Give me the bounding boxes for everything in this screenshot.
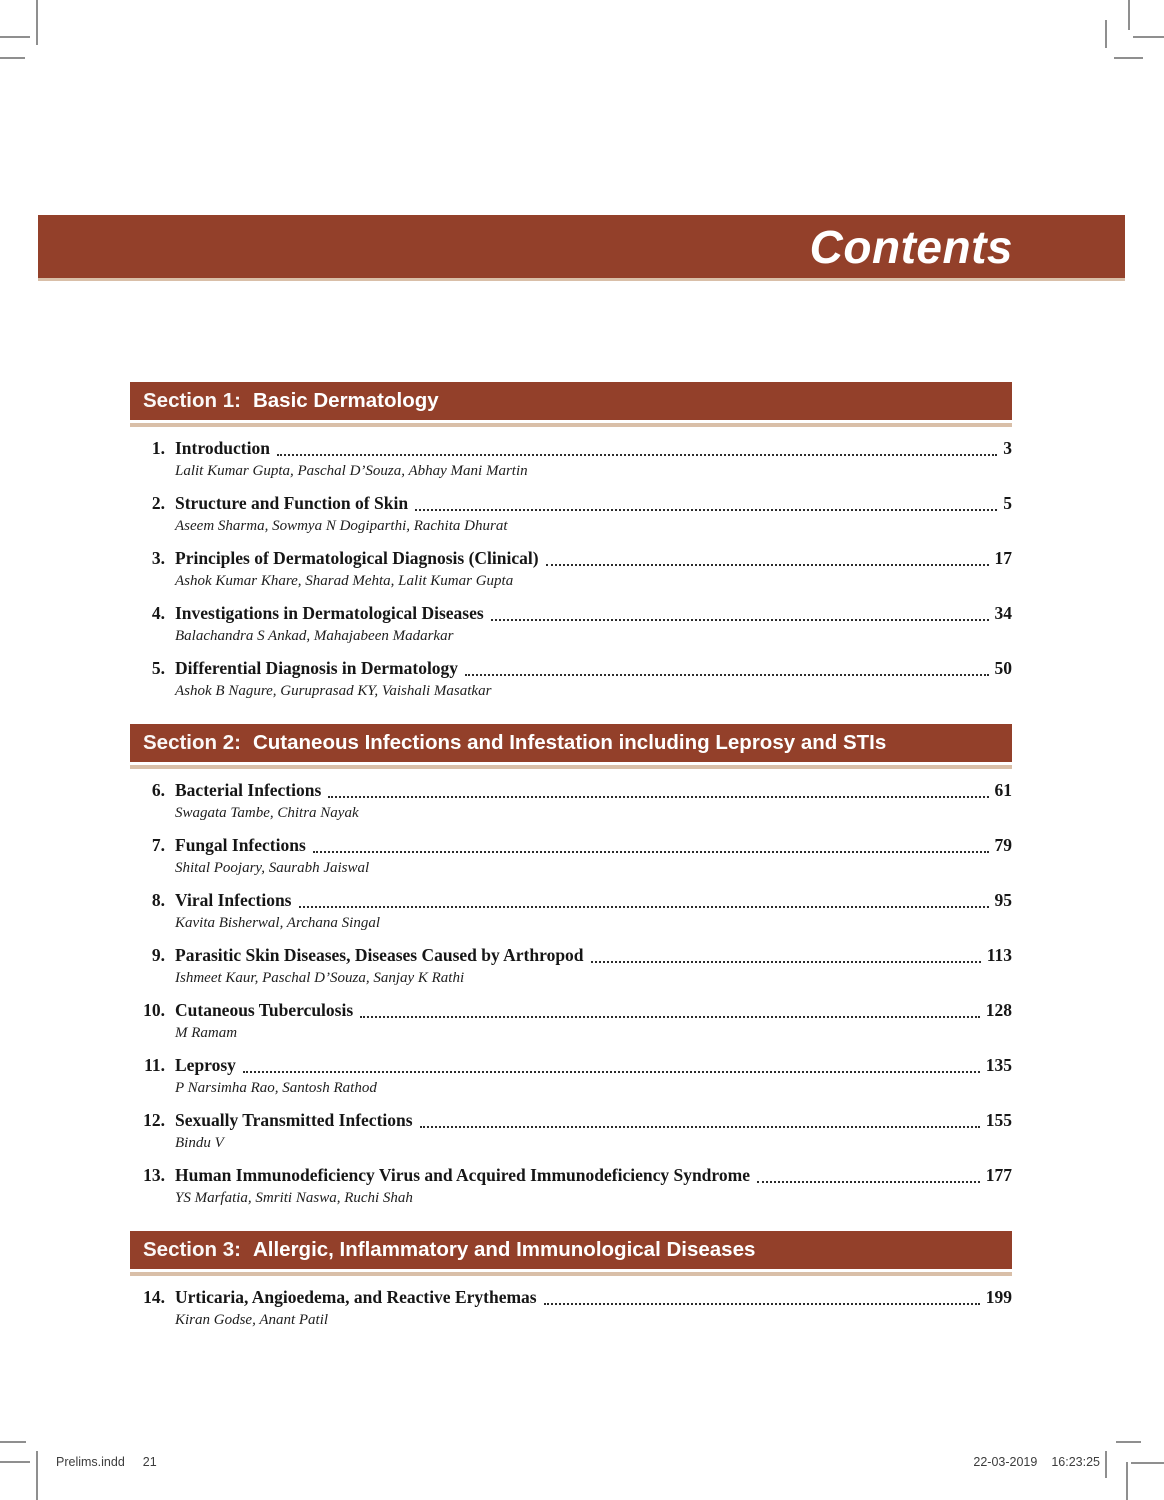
leader-dots [277, 454, 997, 456]
crop-mark-bottom-right-vertical-1 [1105, 1451, 1107, 1478]
toc-entry-13 [130, 1164, 1012, 1209]
leader-dots [544, 1303, 980, 1305]
toc-entry-1 [130, 437, 1012, 482]
section-1-underline [130, 423, 1012, 427]
entry-number: 10. [143, 1000, 165, 1020]
entry-authors: Shital Poojary, Saurabh Jaiswal [175, 860, 370, 876]
section-1-header-bar [130, 382, 1012, 420]
entry-page-number: 135 [985, 1055, 1012, 1075]
entry-page-number: 199 [985, 1287, 1012, 1307]
leader-dots [757, 1181, 980, 1183]
footer-date: 22-03-2019 [973, 1455, 1038, 1469]
entry-number: 12. [143, 1110, 165, 1130]
entry-number: 6. [151, 780, 165, 800]
entry-authors: Ashok Kumar Khare, Sharad Mehta, Lalit Kumar Gupta [175, 573, 514, 589]
entry-number: 5. [151, 658, 165, 678]
entry-page-number: 5 [1003, 493, 1012, 513]
entry-authors: Balachandra S Ankad, Mahajabeen Madarkar [175, 628, 454, 644]
entry-number: 3. [151, 548, 165, 568]
toc-entry-10 [130, 999, 1012, 1044]
entry-authors: Kiran Godse, Anant Patil [175, 1312, 329, 1328]
crop-mark-bottom-right-horizontal-2 [1131, 1462, 1164, 1464]
leader-dots [465, 674, 988, 676]
entry-number: 9. [151, 945, 165, 965]
entry-title: Sexually Transmitted Infections [175, 1110, 413, 1130]
entry-title: Structure and Function of Skin [175, 493, 409, 513]
toc-entry-6 [130, 779, 1012, 824]
crop-mark-bottom-left-horizontal-2 [0, 1461, 30, 1463]
section-2-title: Cutaneous Infections and Infestation including Leprosy and STIs [252, 731, 887, 754]
section-1-label: Section 1: [143, 389, 241, 412]
page-title: Contents [809, 220, 1013, 273]
toc-entry-2 [130, 492, 1012, 537]
entry-title: Bacterial Infections [175, 780, 322, 800]
entry-authors: M Ramam [175, 1025, 238, 1041]
entry-page-number: 61 [994, 780, 1012, 800]
entry-title: Human Immunodeficiency Virus and Acquired Immunodeficiency Syndrome [175, 1165, 750, 1185]
entry-number: 4. [151, 603, 165, 623]
footer-slug-left [56, 1455, 157, 1469]
section-3-underline [130, 1272, 1012, 1276]
section-3-title: Allergic, Inflammatory and Immunological Diseases [252, 1238, 756, 1261]
entry-title: Principles of Dermatological Diagnosis (Clinical) [175, 548, 539, 568]
crop-mark-top-right-vertical-2 [1105, 20, 1107, 48]
footer-file-name: Prelims.indd [56, 1455, 125, 1469]
entry-authors: Ashok B Nagure, Guruprasad KY, Vaishali Masatkar [175, 683, 492, 699]
entry-number: 1. [151, 438, 165, 458]
leader-dots [420, 1126, 980, 1128]
entry-title: Differential Diagnosis in Dermatology [175, 658, 459, 678]
section-allergic-inflammatory [130, 1231, 1012, 1331]
entry-page-number: 95 [994, 890, 1012, 910]
entry-authors: Swagata Tambe, Chitra Nayak [175, 805, 359, 821]
entry-page-number: 113 [986, 945, 1012, 965]
entry-authors: Ishmeet Kaur, Paschal D’Souza, Sanjay K Rathi [175, 970, 465, 986]
toc-entry-3 [130, 547, 1012, 592]
section-2-label: Section 2: [143, 731, 241, 754]
footer-page-number: 21 [142, 1455, 157, 1469]
crop-mark-top-right-horizontal-2 [1114, 57, 1143, 59]
entry-page-number: 155 [985, 1110, 1012, 1130]
toc-entry-5 [130, 657, 1012, 702]
contents-banner [38, 215, 1125, 281]
entry-title: Introduction [175, 438, 270, 458]
leader-dots [546, 564, 989, 566]
entry-number: 14. [143, 1287, 165, 1307]
toc-entry-11 [130, 1054, 1012, 1099]
entry-title: Fungal Infections [175, 835, 306, 855]
section-2-underline [130, 765, 1012, 769]
section-cutaneous-infections [130, 724, 1012, 1209]
crop-mark-top-right-vertical-1 [1128, 0, 1130, 30]
entry-authors: P Narsimha Rao, Santosh Rathod [175, 1080, 377, 1096]
toc-entry-4 [130, 602, 1012, 647]
entry-number: 8. [151, 890, 165, 910]
crop-mark-bottom-right-horizontal-1 [1116, 1441, 1141, 1443]
section-3-header-bar [130, 1231, 1012, 1269]
entry-authors: Kavita Bisherwal, Archana Singal [175, 915, 380, 931]
toc-entry-7 [130, 834, 1012, 879]
toc-entry-9 [130, 944, 1012, 989]
leader-dots [415, 509, 997, 511]
crop-mark-bottom-left-vertical [36, 1451, 38, 1500]
section-3-label: Section 3: [143, 1238, 241, 1261]
toc-entry-8 [130, 889, 1012, 934]
entry-page-number: 17 [994, 548, 1012, 568]
entry-number: 7. [151, 835, 165, 855]
entry-page-number: 50 [994, 658, 1012, 678]
entry-page-number: 128 [985, 1000, 1012, 1020]
crop-mark-top-left-vertical [36, 0, 38, 45]
leader-dots [360, 1016, 980, 1018]
leader-dots [299, 906, 989, 908]
section-basic-dermatology [130, 382, 1012, 702]
footer-slug-right [973, 1455, 1100, 1469]
footer-time: 16:23:25 [1051, 1455, 1100, 1469]
entry-page-number: 177 [985, 1165, 1012, 1185]
crop-mark-top-right-horizontal-1 [1133, 36, 1164, 38]
toc-entry-12 [130, 1109, 1012, 1154]
leader-dots [591, 961, 981, 963]
entry-title: Cutaneous Tuberculosis [175, 1000, 354, 1020]
entry-authors: Lalit Kumar Gupta, Paschal D’Souza, Abhay Mani Martin [175, 463, 528, 479]
entry-number: 2. [151, 493, 165, 513]
entry-page-number: 79 [994, 835, 1012, 855]
crop-mark-bottom-right-vertical-2 [1126, 1462, 1128, 1500]
entry-title: Parasitic Skin Diseases, Diseases Caused by Arthropod [175, 945, 584, 965]
entry-number: 11. [144, 1055, 165, 1075]
entry-title: Viral Infections [175, 890, 292, 910]
entry-title: Investigations in Dermatological Diseases [175, 603, 484, 623]
entry-page-number: 3 [1003, 438, 1012, 458]
section-2-header-bar [130, 724, 1012, 762]
toc-entry-14 [130, 1286, 1012, 1331]
leader-dots [491, 619, 989, 621]
entry-number: 13. [143, 1165, 165, 1185]
crop-mark-top-left-horizontal-2 [0, 57, 25, 59]
crop-mark-bottom-left-horizontal-1 [0, 1441, 26, 1443]
entry-authors: YS Marfatia, Smriti Naswa, Ruchi Shah [175, 1190, 413, 1206]
toc-main-column [130, 382, 1012, 1331]
leader-dots [328, 796, 988, 798]
crop-mark-top-left-horizontal-1 [0, 36, 30, 38]
entry-title: Urticaria, Angioedema, and Reactive Erythemas [175, 1287, 537, 1307]
section-1-title: Basic Dermatology [252, 389, 439, 412]
entry-authors: Aseem Sharma, Sowmya N Dogiparthi, Rachita Dhurat [175, 518, 508, 534]
entry-page-number: 34 [994, 603, 1012, 623]
leader-dots [243, 1071, 980, 1073]
entry-title: Leprosy [175, 1055, 236, 1075]
entry-authors: Bindu V [175, 1135, 224, 1151]
leader-dots [313, 851, 989, 853]
